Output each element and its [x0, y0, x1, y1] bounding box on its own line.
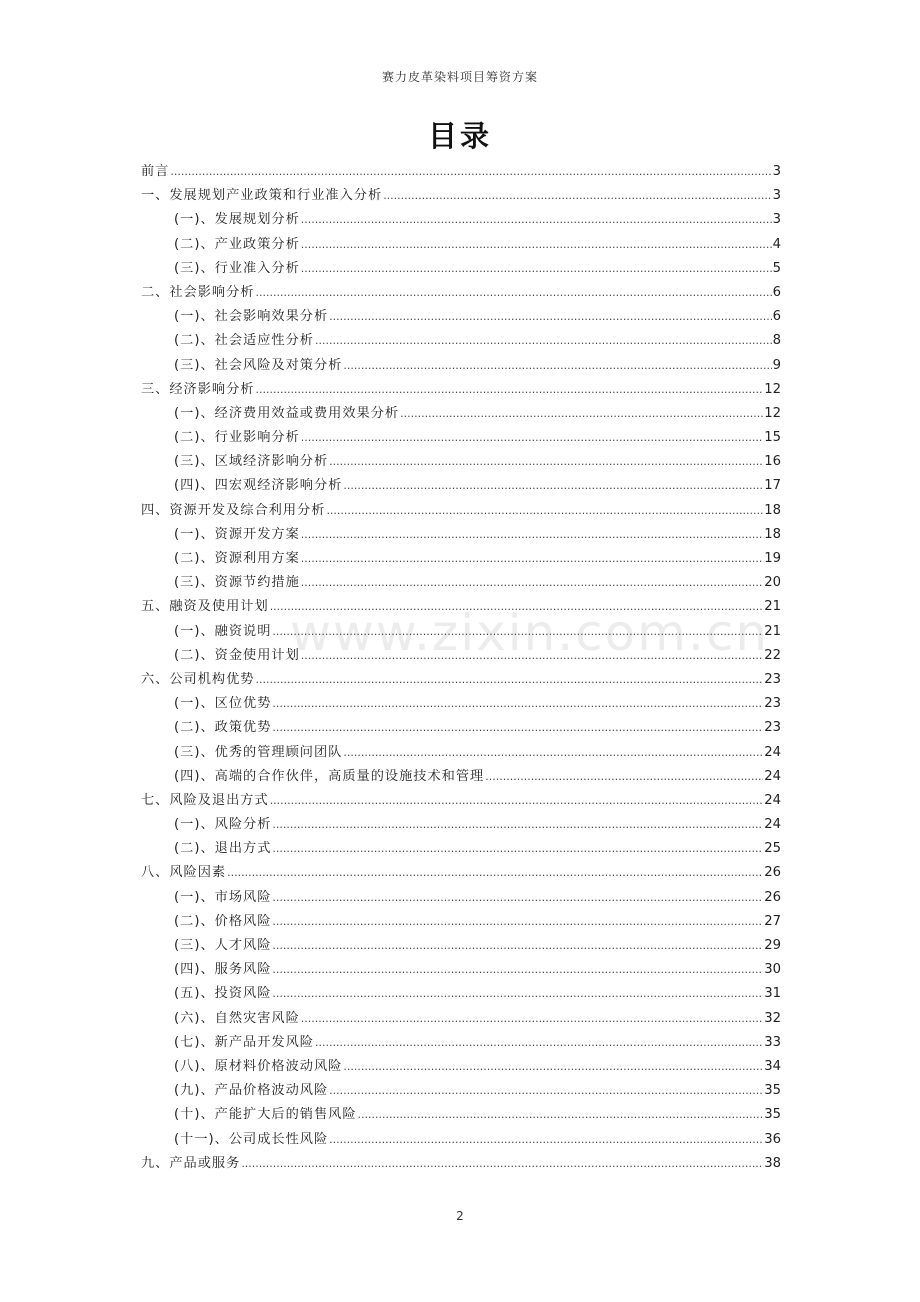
toc-entry-title: (三)、区域经济影响分析 — [174, 454, 329, 470]
toc-entry-page: 26 — [764, 865, 781, 881]
toc-entry-page: 36 — [764, 1131, 781, 1147]
toc-entry[interactable] — [141, 233, 781, 257]
toc-entry-page: 6 — [772, 309, 781, 325]
toc-entry-title: (一)、市场风险 — [174, 889, 272, 905]
toc-entry-title: 五、融资及使用计划 — [141, 599, 269, 615]
toc-entry[interactable] — [141, 1055, 781, 1079]
dot-leader — [272, 915, 763, 928]
toc-entry[interactable] — [141, 281, 781, 305]
toc-entry[interactable] — [141, 160, 781, 184]
dot-leader — [272, 625, 763, 638]
toc-entry[interactable] — [141, 692, 781, 716]
toc-entry-title: (二)、政策优势 — [174, 720, 272, 736]
toc-entry-page: 24 — [764, 792, 781, 808]
toc-entry-title: (四)、四宏观经济影响分析 — [174, 478, 343, 494]
toc-entry[interactable] — [141, 741, 781, 765]
toc-entry[interactable] — [141, 837, 781, 861]
toc-entry[interactable] — [141, 595, 781, 619]
dot-leader — [301, 238, 772, 251]
dot-leader — [272, 818, 763, 831]
toc-entry-page: 15 — [764, 430, 781, 446]
dot-leader — [358, 1108, 764, 1121]
dot-leader — [272, 721, 763, 734]
toc-entry[interactable] — [141, 426, 781, 450]
toc-entry-title: (一)、社会影响效果分析 — [174, 309, 329, 325]
toc-entry[interactable] — [141, 523, 781, 547]
dot-leader — [227, 866, 763, 879]
toc-entry[interactable] — [141, 982, 781, 1006]
toc-entry-title: 前言 — [141, 164, 170, 179]
toc-entry[interactable] — [141, 1152, 781, 1176]
toc-entry[interactable] — [141, 644, 781, 668]
dot-leader — [272, 939, 763, 952]
toc-entry[interactable] — [141, 208, 781, 232]
toc-entry[interactable] — [141, 378, 781, 402]
toc-entry-title: (三)、优秀的管理顾问团队 — [174, 744, 343, 760]
toc-entry-page: 27 — [764, 913, 781, 929]
toc-entry-title: 六、公司机构优势 — [141, 671, 255, 687]
toc-entry-title: (一)、风险分析 — [174, 817, 272, 833]
dot-leader — [329, 310, 771, 323]
toc-entry[interactable] — [141, 450, 781, 474]
toc-entry-title: (二)、产业政策分析 — [174, 236, 300, 252]
watermark: www.zixin.com.cn — [290, 604, 770, 662]
toc-entry-page: 24 — [764, 768, 781, 784]
toc-entry-title: (二)、退出方式 — [174, 841, 272, 857]
toc-entry[interactable] — [141, 620, 781, 644]
toc-entry-page: 31 — [764, 986, 781, 1002]
toc-entry-title: (三)、人才风险 — [174, 938, 272, 953]
toc-entry-title: (一)、发展规划分析 — [174, 212, 300, 228]
toc-entry-title: (四)、高端的合作伙伴，高质量的设施技术和管理 — [174, 768, 485, 784]
dot-leader — [485, 770, 763, 783]
toc-entry-title: 四、资源开发及综合利用分析 — [141, 502, 326, 518]
toc-entry-page: 5 — [772, 260, 781, 276]
dot-leader — [301, 528, 763, 541]
toc-entry-page: 4 — [772, 236, 781, 252]
toc-entry-title: 七、风险及退出方式 — [141, 792, 269, 808]
toc-entry-page: 20 — [764, 575, 781, 591]
dot-leader — [329, 455, 763, 468]
toc-entry-page: 16 — [764, 454, 781, 470]
toc-entry-page: 35 — [764, 1083, 781, 1099]
dot-leader — [256, 383, 764, 396]
dot-leader — [315, 334, 772, 347]
toc-entry[interactable] — [141, 547, 781, 571]
dot-leader — [383, 189, 771, 202]
toc-entry-title: (十一)、公司成长性风险 — [174, 1131, 329, 1147]
toc-entry[interactable] — [141, 910, 781, 934]
toc-entry-title: (二)、资源利用方案 — [174, 551, 300, 566]
toc-entry-page: 3 — [772, 212, 781, 228]
toc-entry[interactable] — [141, 1031, 781, 1055]
toc-entry-title: (九)、产品价格波动风险 — [174, 1083, 329, 1099]
toc-entry[interactable] — [141, 571, 781, 595]
toc-entry-title: (二)、社会适应性分析 — [174, 333, 314, 349]
toc-entry-title: (八)、原材料价格波动风险 — [174, 1058, 343, 1074]
toc-entry-page: 18 — [764, 502, 781, 518]
dot-leader — [301, 213, 772, 226]
toc-entry-title: (三)、行业准入分析 — [174, 260, 300, 276]
toc-entry[interactable] — [141, 1079, 781, 1103]
toc-entry-page: 12 — [764, 381, 781, 397]
dot-leader — [301, 262, 772, 275]
toc-entry-page: 6 — [772, 284, 781, 300]
toc-entry-page: 35 — [764, 1107, 781, 1123]
toc-entry-title: 八、风险因素 — [141, 865, 227, 881]
toc-entry[interactable] — [141, 958, 781, 982]
toc-entry-title: (十)、产能扩大后的销售风险 — [174, 1107, 357, 1123]
toc-entry[interactable] — [141, 474, 781, 498]
toc-entry-page: 33 — [764, 1034, 781, 1050]
dot-leader — [315, 1036, 763, 1049]
toc-entry[interactable] — [141, 934, 781, 958]
dot-leader — [272, 987, 763, 1000]
toc-entry[interactable] — [141, 184, 781, 208]
toc-title: 目录 — [427, 119, 492, 153]
dot-leader — [256, 286, 772, 299]
page-header: 赛力皮革染料项目筹资方案 — [381, 70, 538, 84]
dot-leader — [400, 407, 763, 420]
toc-entry-title: (二)、行业影响分析 — [174, 430, 300, 446]
toc-entry[interactable] — [141, 1128, 781, 1152]
dot-leader — [343, 746, 763, 759]
toc-entry-page: 22 — [764, 647, 781, 663]
toc-entry-page: 23 — [764, 671, 781, 687]
dot-leader — [301, 552, 763, 565]
dot-leader — [272, 697, 763, 710]
toc-entry[interactable] — [141, 716, 781, 740]
toc-entry[interactable] — [141, 1103, 781, 1127]
toc-entry-page: 24 — [764, 817, 781, 833]
toc-entry-page: 25 — [764, 841, 781, 857]
dot-leader — [272, 963, 763, 976]
dot-leader — [301, 576, 763, 589]
toc-entry[interactable] — [141, 789, 781, 813]
toc-entry-page: 23 — [764, 720, 781, 736]
toc-entry[interactable] — [141, 861, 781, 885]
toc-entry-page: 29 — [764, 938, 781, 953]
toc-entry-title: (三)、资源节约措施 — [174, 575, 300, 591]
toc-entry-title: (七)、新产品开发风险 — [174, 1034, 314, 1050]
toc-entry-page: 21 — [764, 623, 781, 639]
dot-leader — [301, 649, 763, 662]
toc-entry-title: 一、发展规划产业政策和行业准入分析 — [141, 188, 383, 204]
toc-entry-title: 三、经济影响分析 — [141, 381, 255, 397]
dot-leader — [343, 359, 771, 372]
toc-entry[interactable] — [141, 329, 781, 353]
toc-entry[interactable] — [141, 354, 781, 378]
toc-entry-page: 17 — [764, 478, 781, 494]
toc-entry[interactable] — [141, 813, 781, 837]
toc-entry-page: 12 — [764, 405, 781, 421]
dot-leader — [329, 1133, 763, 1146]
dot-leader — [272, 891, 763, 904]
toc-entry[interactable] — [141, 402, 781, 426]
toc-entry-title: (一)、经济费用效益或费用效果分析 — [174, 405, 400, 421]
toc-entry-page: 3 — [772, 188, 781, 204]
dot-leader — [256, 673, 764, 686]
toc-entry-page: 18 — [764, 526, 781, 542]
dot-leader — [170, 165, 771, 178]
toc-entry-page: 23 — [764, 696, 781, 712]
dot-leader — [241, 1157, 763, 1170]
toc-entry-title: (一)、资源开发方案 — [174, 526, 300, 542]
toc-entry[interactable] — [141, 1007, 781, 1031]
page-number: 2 — [456, 1209, 464, 1223]
dot-leader — [326, 504, 763, 517]
toc-entry[interactable] — [141, 668, 781, 692]
toc-entry-page: 30 — [764, 962, 781, 978]
toc-entry-title: (六)、自然灾害风险 — [174, 1010, 300, 1026]
toc-entry[interactable] — [141, 257, 781, 281]
toc-entry[interactable] — [141, 305, 781, 329]
toc-entry-page: 26 — [764, 889, 781, 905]
toc-entry-page: 21 — [764, 599, 781, 615]
toc-entry-page: 9 — [772, 357, 781, 373]
toc-entry-page: 24 — [764, 744, 781, 760]
toc-entry-title: 二、社会影响分析 — [141, 284, 255, 300]
toc-entry-title: (一)、区位优势 — [174, 696, 272, 712]
toc-entry[interactable] — [141, 765, 781, 789]
dot-leader — [343, 1060, 763, 1073]
toc-entry-page: 19 — [764, 551, 781, 566]
toc-entry-title: (三)、社会风险及对策分析 — [174, 357, 343, 373]
toc-entry-page: 8 — [772, 333, 781, 349]
dot-leader — [270, 600, 764, 613]
dot-leader — [301, 1012, 763, 1025]
toc-entry-title: (四)、服务风险 — [174, 962, 272, 978]
toc-entry-page: 32 — [764, 1010, 781, 1026]
toc-entry-title: (一)、融资说明 — [174, 623, 272, 639]
toc-entry-title: (二)、价格风险 — [174, 913, 272, 929]
toc-entry-page: 34 — [764, 1058, 781, 1074]
toc-entry-title: (二)、资金使用计划 — [174, 647, 300, 663]
toc-entry[interactable] — [141, 499, 781, 523]
dot-leader — [301, 431, 763, 444]
dot-leader — [272, 842, 763, 855]
toc-entry-page: 38 — [764, 1155, 781, 1171]
toc-entry-title: (五)、投资风险 — [174, 986, 272, 1002]
table-of-contents — [141, 160, 781, 1176]
toc-entry[interactable] — [141, 886, 781, 910]
dot-leader — [270, 794, 764, 807]
dot-leader — [343, 479, 763, 492]
toc-entry-title: 九、产品或服务 — [141, 1155, 241, 1171]
dot-leader — [329, 1084, 763, 1097]
toc-entry-page: 3 — [772, 164, 781, 179]
